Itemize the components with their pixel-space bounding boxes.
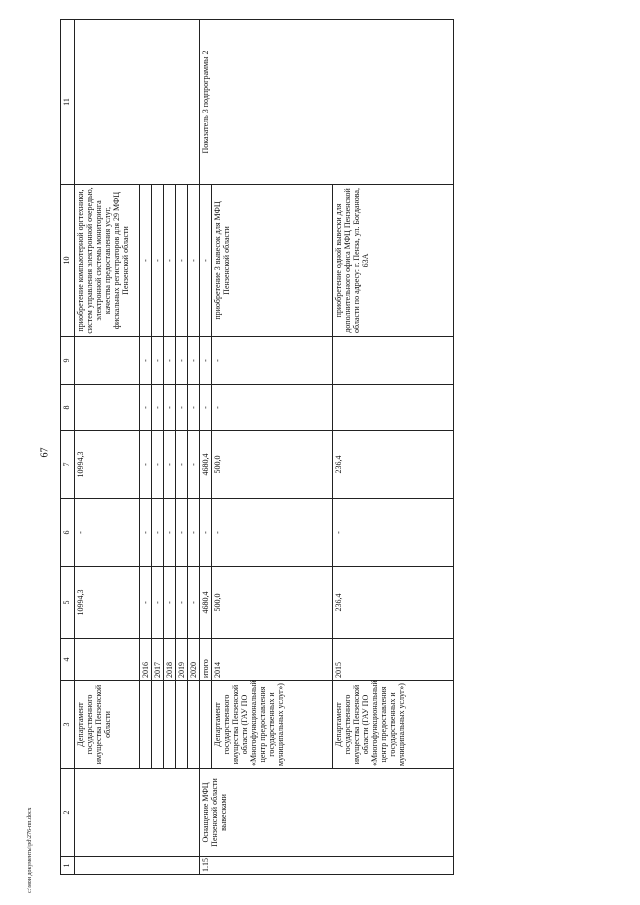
year-cell: 2019 <box>176 639 188 681</box>
year-cell: 2018 <box>164 639 176 681</box>
page-number: 67 <box>39 447 51 458</box>
col6-2015: - <box>333 499 454 567</box>
desc-2015: приобретение одной вывески для дополнительного офиса МФЦ Пензенской области по адресу: г. Пенза, ул. Богданова, 63А <box>333 185 454 337</box>
desc-2014: приобретение 3 вывесок для МФЦ Пензенской области <box>212 185 333 337</box>
header-cell-6: 6 <box>61 499 75 567</box>
header-cell-7: 7 <box>61 431 75 499</box>
block1-col11 <box>75 20 200 185</box>
value-cell: - <box>188 385 200 431</box>
block1-col1 <box>75 857 200 875</box>
value-cell: - <box>176 385 188 431</box>
value-cell: - <box>164 185 176 337</box>
header-cell-2: 2 <box>61 769 75 857</box>
item-number: 1.15 <box>200 857 454 875</box>
col8-2014: - <box>212 385 333 431</box>
total-2014: 500,0 <box>212 567 333 639</box>
item-name: Оснащение МФЦ Пензенской области вывесками <box>200 769 454 857</box>
value-cell: - <box>140 385 152 431</box>
block1-col7: 10994,3 <box>75 431 140 499</box>
year-cell: 2016 <box>140 639 152 681</box>
itogo-total: 4680,4 <box>200 567 212 639</box>
itogo-col9: - <box>200 337 212 385</box>
value-cell: - <box>140 567 152 639</box>
column-number-row <box>61 20 75 875</box>
header-cell-8: 8 <box>61 385 75 431</box>
header-cell-5: 5 <box>61 567 75 639</box>
dept-2014: Департамент государственного имущества Пензенской области (ГАУ ПО «Многофункциональный центр предоставления государственных и муниципальных услуг») <box>212 681 333 769</box>
value-cell: - <box>164 431 176 499</box>
col9-2014: - <box>212 337 333 385</box>
year-2015: 2015 <box>333 639 454 681</box>
block1-year <box>75 639 140 681</box>
block1-main-row <box>75 20 140 875</box>
value-cell: - <box>152 499 164 567</box>
value-cell: - <box>176 567 188 639</box>
value-cell: - <box>140 185 152 337</box>
value-cell: - <box>152 337 164 385</box>
block1-col2 <box>75 769 200 857</box>
value-cell: - <box>176 499 188 567</box>
header-cell-10: 10 <box>61 185 75 337</box>
value-cell: - <box>164 337 176 385</box>
value-cell: - <box>164 499 176 567</box>
value-cell: - <box>164 567 176 639</box>
itogo-col7: 4680,4 <box>200 431 212 499</box>
value-cell: - <box>188 499 200 567</box>
year-cell: 2020 <box>188 639 200 681</box>
total-2015: 236,4 <box>333 567 454 639</box>
value-cell: - <box>164 385 176 431</box>
header-cell-11: 11 <box>61 20 75 185</box>
block1-dept: Департамент государственного имущества Пензенской области <box>75 681 140 769</box>
rotated-table-container <box>60 20 590 875</box>
itogo-label: итого <box>200 639 212 681</box>
header-cell-9: 9 <box>61 337 75 385</box>
block1-col8 <box>75 385 140 431</box>
col7-2014: 500,0 <box>212 431 333 499</box>
header-cell-4: 4 <box>61 639 75 681</box>
col7-2015: 236,4 <box>333 431 454 499</box>
header-cell-1: 1 <box>61 857 75 875</box>
budget-table <box>60 19 454 875</box>
itogo-col10: - <box>200 185 212 337</box>
itogo-col6: - <box>200 499 212 567</box>
value-cell: - <box>176 185 188 337</box>
footer-file-path: c:\мои документы\pd\276-пп.docx <box>27 807 33 893</box>
value-cell: - <box>176 337 188 385</box>
header-cell-3: 3 <box>61 681 75 769</box>
value-cell: - <box>188 337 200 385</box>
value-cell: - <box>176 431 188 499</box>
value-cell: - <box>152 385 164 431</box>
item-1-15-total-row <box>200 20 212 875</box>
year-2014: 2014 <box>212 639 333 681</box>
value-cell: - <box>140 499 152 567</box>
value-cell: - <box>188 185 200 337</box>
block1-description: приобретение компьютерной оргтехники, систем управления электронной очередью, электронной системы мониторинга качества предоставления услуг, фискальных регистраторов для 29 МФЦ Пензенской области <box>75 185 140 337</box>
value-cell: - <box>140 431 152 499</box>
year-cell: 2017 <box>152 639 164 681</box>
value-cell: - <box>188 431 200 499</box>
value-cell: - <box>152 431 164 499</box>
itogo-col8: - <box>200 385 212 431</box>
value-cell: - <box>152 185 164 337</box>
block1-total: 10994,3 <box>75 567 140 639</box>
dept-2015: Департамент государственного имущества Пензенской области (ГАУ ПО «Многофункциональный центр предоставления государственных и муниципальных услуг») <box>333 681 454 769</box>
value-cell: - <box>188 567 200 639</box>
block1-col9 <box>75 337 140 385</box>
indicator: Показатель 3 подпрограммы 2 <box>200 20 454 185</box>
value-cell: - <box>140 337 152 385</box>
value-cell: - <box>152 567 164 639</box>
col6-2014: - <box>212 499 333 567</box>
block1-col6: - <box>75 499 140 567</box>
